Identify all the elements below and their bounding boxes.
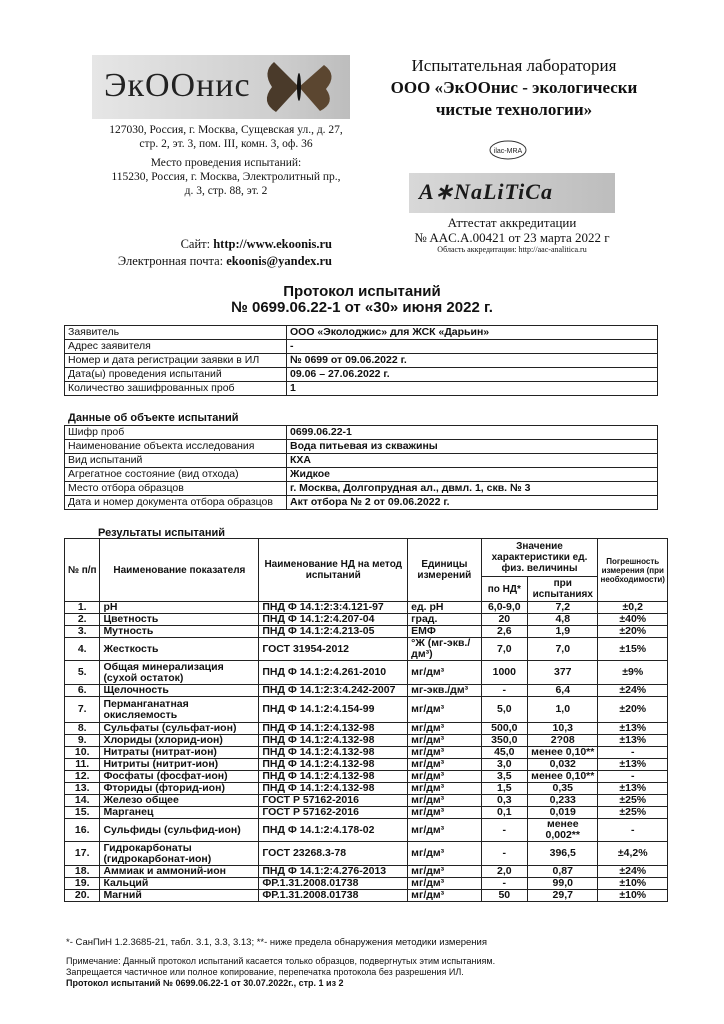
norm-value: 350,0 (481, 735, 528, 747)
method-name: ПНД Ф 14.1:2:3:4.121-97 (259, 602, 408, 614)
norm-value: - (481, 878, 528, 890)
table-row (65, 866, 668, 878)
method-name: ГОСТ Р 57162-2016 (259, 795, 408, 807)
row-number: 13. (65, 783, 100, 795)
accreditation-info (392, 215, 632, 255)
indicator-name: Магний (100, 890, 259, 902)
applicant-row (65, 354, 658, 368)
method-name: ПНД Ф 14.1:2:4.132-98 (259, 771, 408, 783)
row-number: 19. (65, 878, 100, 890)
measured-value: 0,87 (528, 866, 598, 878)
field-label: Номер и дата регистрации заявки в ИЛ (65, 354, 287, 368)
unit: мг/дм³ (408, 795, 481, 807)
row-number: 3. (65, 626, 100, 638)
applicant-table (64, 325, 658, 396)
method-name: ФР.1.31.2008.01738 (259, 878, 408, 890)
table-row (65, 626, 668, 638)
table-row (65, 842, 668, 866)
measured-value: 7,2 (528, 602, 598, 614)
table-row (65, 697, 668, 723)
method-name: ГОСТ Р 57162-2016 (259, 807, 408, 819)
results-section-title: Результаты испытаний (98, 527, 226, 539)
table-row (65, 819, 668, 842)
field-value: - (287, 340, 658, 354)
table-row (65, 878, 668, 890)
row-number: 16. (65, 819, 100, 842)
row-number: 2. (65, 614, 100, 626)
object-row (65, 496, 658, 510)
norm-value: - (481, 842, 528, 866)
ilac-seal-text: ilac-MRA (493, 148, 523, 155)
table-row (65, 783, 668, 795)
applicant-row (65, 382, 658, 396)
butterfly-icon (254, 57, 344, 117)
unit: мг/дм³ (408, 723, 481, 735)
test-place-line2: д. 3, стр. 88, эт. 2 (184, 185, 268, 197)
method-name: ПНД Ф 14.1:2:4.132-98 (259, 723, 408, 735)
row-number: 20. (65, 890, 100, 902)
accreditation-logo-text: A∗NaLiTiCa (419, 179, 553, 204)
test-place-label: Место проведения испытаний: (150, 157, 302, 169)
error-value: ±40% (598, 614, 668, 626)
norm-value: - (481, 685, 528, 697)
header-name: Наименование показателя (100, 539, 259, 602)
norm-value: 50 (481, 890, 528, 902)
indicator-name: Сульфаты (сульфат-ион) (100, 723, 259, 735)
field-value: КХА (287, 454, 658, 468)
unit: мг/дм³ (408, 842, 481, 866)
error-value: - (598, 747, 668, 759)
page-footer: Протокол испытаний № 0699.06.22-1 от 30.07.2022г., стр. 1 из 2 (66, 978, 344, 988)
method-name: ПНД Ф 14.1:2:3:4.242-2007 (259, 685, 408, 697)
unit: мг/дм³ (408, 866, 481, 878)
protocol-title: Протокол испытаний (283, 283, 441, 300)
site-label: Сайт: (180, 237, 211, 251)
field-value: № 0699 от 09.06.2022 г. (287, 354, 658, 368)
field-label: Адрес заявителя (65, 340, 287, 354)
field-value: 09.06 – 27.06.2022 г. (287, 368, 658, 382)
header-by-nd: по НД* (481, 577, 528, 602)
norm-value: 5,0 (481, 697, 528, 723)
method-name: ПНД Ф 14.1:2:4.132-98 (259, 759, 408, 771)
measured-value: 29,7 (528, 890, 598, 902)
row-number: 12. (65, 771, 100, 783)
object-row (65, 454, 658, 468)
object-table (64, 425, 658, 510)
error-value: ±25% (598, 807, 668, 819)
method-name: ПНД Ф 14.1:2:4.207-04 (259, 614, 408, 626)
lab-heading-line2: ООО «ЭкООнис - экологически (390, 78, 638, 97)
measured-value: 0,35 (528, 783, 598, 795)
norm-value: - (481, 819, 528, 842)
method-name: ПНД Ф 14.1:2:4.132-98 (259, 783, 408, 795)
unit: мг/дм³ (408, 661, 481, 685)
indicator-name: Хлориды (хлорид-ион) (100, 735, 259, 747)
table-row (65, 795, 668, 807)
table-row (65, 890, 668, 902)
lab-heading (372, 55, 656, 121)
indicator-name: Цветность (100, 614, 259, 626)
norm-value: 1000 (481, 661, 528, 685)
test-place (96, 156, 356, 198)
method-name: ГОСТ 23268.3-78 (259, 842, 408, 866)
row-number: 9. (65, 735, 100, 747)
field-value: Жидкое (287, 468, 658, 482)
table-row (65, 661, 668, 685)
error-value: ±13% (598, 735, 668, 747)
table-row (65, 602, 668, 614)
footnote: *- СанПиН 1.2.3685-21, табл. 3.1, 3.3, 3.13; **- ниже предела обнаружения методики измерения (66, 937, 488, 948)
method-name: ПНД Ф 14.1:2:4.132-98 (259, 735, 408, 747)
norm-value: 1,5 (481, 783, 528, 795)
field-label: Наименование объекта исследования (65, 440, 287, 454)
method-name: ФР.1.31.2008.01738 (259, 890, 408, 902)
error-value: ±13% (598, 783, 668, 795)
row-number: 17. (65, 842, 100, 866)
lab-heading-line1: Испытательная лаборатория (411, 56, 617, 75)
error-value: ±20% (598, 697, 668, 723)
unit: мг-экв./дм³ (408, 685, 481, 697)
norm-value: 3,0 (481, 759, 528, 771)
applicant-row (65, 340, 658, 354)
unit: мг/дм³ (408, 783, 481, 795)
unit: мг/дм³ (408, 697, 481, 723)
indicator-name: Щелочность (100, 685, 259, 697)
lab-address-line1: 127030, Россия, г. Москва, Сущевская ул., д. 27, (109, 124, 343, 136)
indicator-name: pH (100, 602, 259, 614)
unit: мг/дм³ (408, 747, 481, 759)
measured-value: 396,5 (528, 842, 598, 866)
unit: °Ж (мг-экв./дм³) (408, 638, 481, 661)
norm-value: 0,1 (481, 807, 528, 819)
note-2: Запрещается частичное или полное копирование, перепечатка протокола без разрешения ИЛ. (66, 967, 464, 977)
measured-value: 377 (528, 661, 598, 685)
indicator-name: Жесткость (100, 638, 259, 661)
indicator-name: Аммиак и аммоний-ион (100, 866, 259, 878)
row-number: 8. (65, 723, 100, 735)
error-value: - (598, 819, 668, 842)
row-number: 5. (65, 661, 100, 685)
field-label: Дата(ы) проведения испытаний (65, 368, 287, 382)
method-name: ПНД Ф 14.1:2:4.261-2010 (259, 661, 408, 685)
unit: ЕМФ (408, 626, 481, 638)
measured-value: 0,019 (528, 807, 598, 819)
lab-address-line2: стр. 2, эт. 3, пом. III, комн. 3, оф. 36 (139, 138, 313, 150)
unit: мг/дм³ (408, 878, 481, 890)
error-value: ±24% (598, 685, 668, 697)
accreditation-logo (409, 173, 615, 213)
header-num: № п/п (65, 539, 100, 602)
error-value: - (598, 771, 668, 783)
measured-value: 1,0 (528, 697, 598, 723)
field-value: ООО «Эколоджис» для ЖСК «Дарьин» (287, 326, 658, 340)
indicator-name: Гидрокарбонаты (гидрокарбонат-ион) (100, 842, 259, 866)
indicator-name: Общая минерализация (сухой остаток) (100, 661, 259, 685)
table-row (65, 735, 668, 747)
method-name: ПНД Ф 14.1:2:4.178-02 (259, 819, 408, 842)
site-link[interactable]: http://www.ekoonis.ru (213, 237, 332, 251)
indicator-name: Марганец (100, 807, 259, 819)
indicator-name: Мутность (100, 626, 259, 638)
field-value: 1 (287, 382, 658, 396)
measured-value: 7,0 (528, 638, 598, 661)
error-value: ±4,2% (598, 842, 668, 866)
indicator-name: Фосфаты (фосфат-ион) (100, 771, 259, 783)
norm-value: 0,3 (481, 795, 528, 807)
unit: мг/дм³ (408, 807, 481, 819)
field-value: г. Москва, Долгопрудная ал., двмл. 1, скв. № 3 (287, 482, 658, 496)
header-value-group: Значение характеристики ед. физ. величины (481, 539, 598, 577)
measured-value: менее 0,10** (528, 747, 598, 759)
error-value: ±13% (598, 723, 668, 735)
method-name: ПНД Ф 14.1:2:4.132-98 (259, 747, 408, 759)
unit: мг/дм³ (408, 735, 481, 747)
error-value: ±13% (598, 759, 668, 771)
error-value: ±15% (598, 638, 668, 661)
header-error: Погрешность измерения (при необходимости) (598, 539, 668, 602)
indicator-name: Фториды (фторид-ион) (100, 783, 259, 795)
row-number: 1. (65, 602, 100, 614)
indicator-name: Нитриты (нитрит-ион) (100, 759, 259, 771)
object-row (65, 426, 658, 440)
field-label: Заявитель (65, 326, 287, 340)
object-row (65, 468, 658, 482)
lab-logo-text: ЭкООнис (104, 67, 251, 104)
field-label: Место отбора образцов (65, 482, 287, 496)
row-number: 15. (65, 807, 100, 819)
field-label: Дата и номер документа отбора образцов (65, 496, 287, 510)
email-link[interactable]: ekoonis@yandex.ru (226, 254, 332, 268)
norm-value: 7,0 (481, 638, 528, 661)
indicator-name: Перманганатная окисляемость (100, 697, 259, 723)
measured-value: 99,0 (528, 878, 598, 890)
error-value: ±20% (598, 626, 668, 638)
table-row (65, 614, 668, 626)
field-label: Агрегатное состояние (вид отхода) (65, 468, 287, 482)
method-name: ГОСТ 31954-2012 (259, 638, 408, 661)
method-name: ПНД Ф 14.1:2:4.276-2013 (259, 866, 408, 878)
table-row (65, 771, 668, 783)
method-name: ПНД Ф 14.1:2:4.154-99 (259, 697, 408, 723)
unit: град. (408, 614, 481, 626)
unit: ед. pH (408, 602, 481, 614)
measured-value: 10,3 (528, 723, 598, 735)
measured-value: 1,9 (528, 626, 598, 638)
measured-value: 2?08 (528, 735, 598, 747)
row-number: 7. (65, 697, 100, 723)
table-row (65, 638, 668, 661)
error-value: ±0,2 (598, 602, 668, 614)
norm-value: 20 (481, 614, 528, 626)
measured-value: менее 0,002** (528, 819, 598, 842)
accreditation-line2: № AAC.A.00421 от 23 марта 2022 г (414, 230, 610, 245)
lab-logo (92, 55, 350, 119)
field-label: Шифр проб (65, 426, 287, 440)
error-value: ±25% (598, 795, 668, 807)
header-method: Наименование НД на метод испытаний (259, 539, 408, 602)
norm-value: 2,0 (481, 866, 528, 878)
lab-heading-line3: чистые технологии» (435, 100, 593, 119)
table-row (65, 807, 668, 819)
object-row (65, 482, 658, 496)
indicator-name: Сульфиды (сульфид-ион) (100, 819, 259, 842)
measured-value: менее 0,10** (528, 771, 598, 783)
row-number: 6. (65, 685, 100, 697)
header-measured: при испытаниях (528, 577, 598, 602)
measured-value: 0,032 (528, 759, 598, 771)
row-number: 14. (65, 795, 100, 807)
field-value: Вода питьевая из скважины (287, 440, 658, 454)
row-number: 4. (65, 638, 100, 661)
object-row (65, 440, 658, 454)
table-row (65, 685, 668, 697)
object-section-title: Данные об объекте испытаний (68, 412, 239, 424)
norm-value: 45,0 (481, 747, 528, 759)
measured-value: 4,8 (528, 614, 598, 626)
protocol-number: № 0699.06.22-1 от «30» июня 2022 г. (231, 299, 493, 316)
field-label: Количество зашифрованных проб (65, 382, 287, 396)
row-number: 18. (65, 866, 100, 878)
accreditation-line1: Аттестат аккредитации (447, 215, 577, 230)
test-place-line1: 115230, Россия, г. Москва, Электролитный пр., (111, 171, 341, 183)
unit: мг/дм³ (408, 759, 481, 771)
unit: мг/дм³ (408, 771, 481, 783)
row-number: 11. (65, 759, 100, 771)
method-name: ПНД Ф 14.1:2:4.213-05 (259, 626, 408, 638)
indicator-name: Железо общее (100, 795, 259, 807)
norm-value: 2,6 (481, 626, 528, 638)
error-value: ±24% (598, 866, 668, 878)
note-1: Примечание: Данный протокол испытаний касается только образцов, подвергнутых этим испытаниям. (66, 956, 496, 966)
norm-value: 3,5 (481, 771, 528, 783)
measured-value: 0,233 (528, 795, 598, 807)
unit: мг/дм³ (408, 890, 481, 902)
accreditation-line3: Область аккредитации: http://aac-analitica.ru (437, 245, 587, 254)
applicant-row (65, 326, 658, 340)
unit: мг/дм³ (408, 819, 481, 842)
table-row (65, 759, 668, 771)
applicant-row (65, 368, 658, 382)
error-value: ±10% (598, 878, 668, 890)
measured-value: 6,4 (528, 685, 598, 697)
results-table (64, 538, 668, 902)
norm-value: 6,0-9,0 (481, 602, 528, 614)
row-number: 10. (65, 747, 100, 759)
lab-address (96, 123, 356, 151)
table-row (65, 747, 668, 759)
lab-contacts (100, 236, 332, 270)
field-label: Вид испытаний (65, 454, 287, 468)
field-value: Акт отбора № 2 от 09.06.2022 г. (287, 496, 658, 510)
ilac-seal-icon (486, 138, 530, 162)
error-value: ±10% (598, 890, 668, 902)
indicator-name: Кальций (100, 878, 259, 890)
email-label: Электронная почта: (117, 254, 224, 268)
error-value: ±9% (598, 661, 668, 685)
indicator-name: Нитраты (нитрат-ион) (100, 747, 259, 759)
norm-value: 500,0 (481, 723, 528, 735)
header-units: Единицы измерений (408, 539, 481, 602)
table-row (65, 723, 668, 735)
field-value: 0699.06.22-1 (287, 426, 658, 440)
